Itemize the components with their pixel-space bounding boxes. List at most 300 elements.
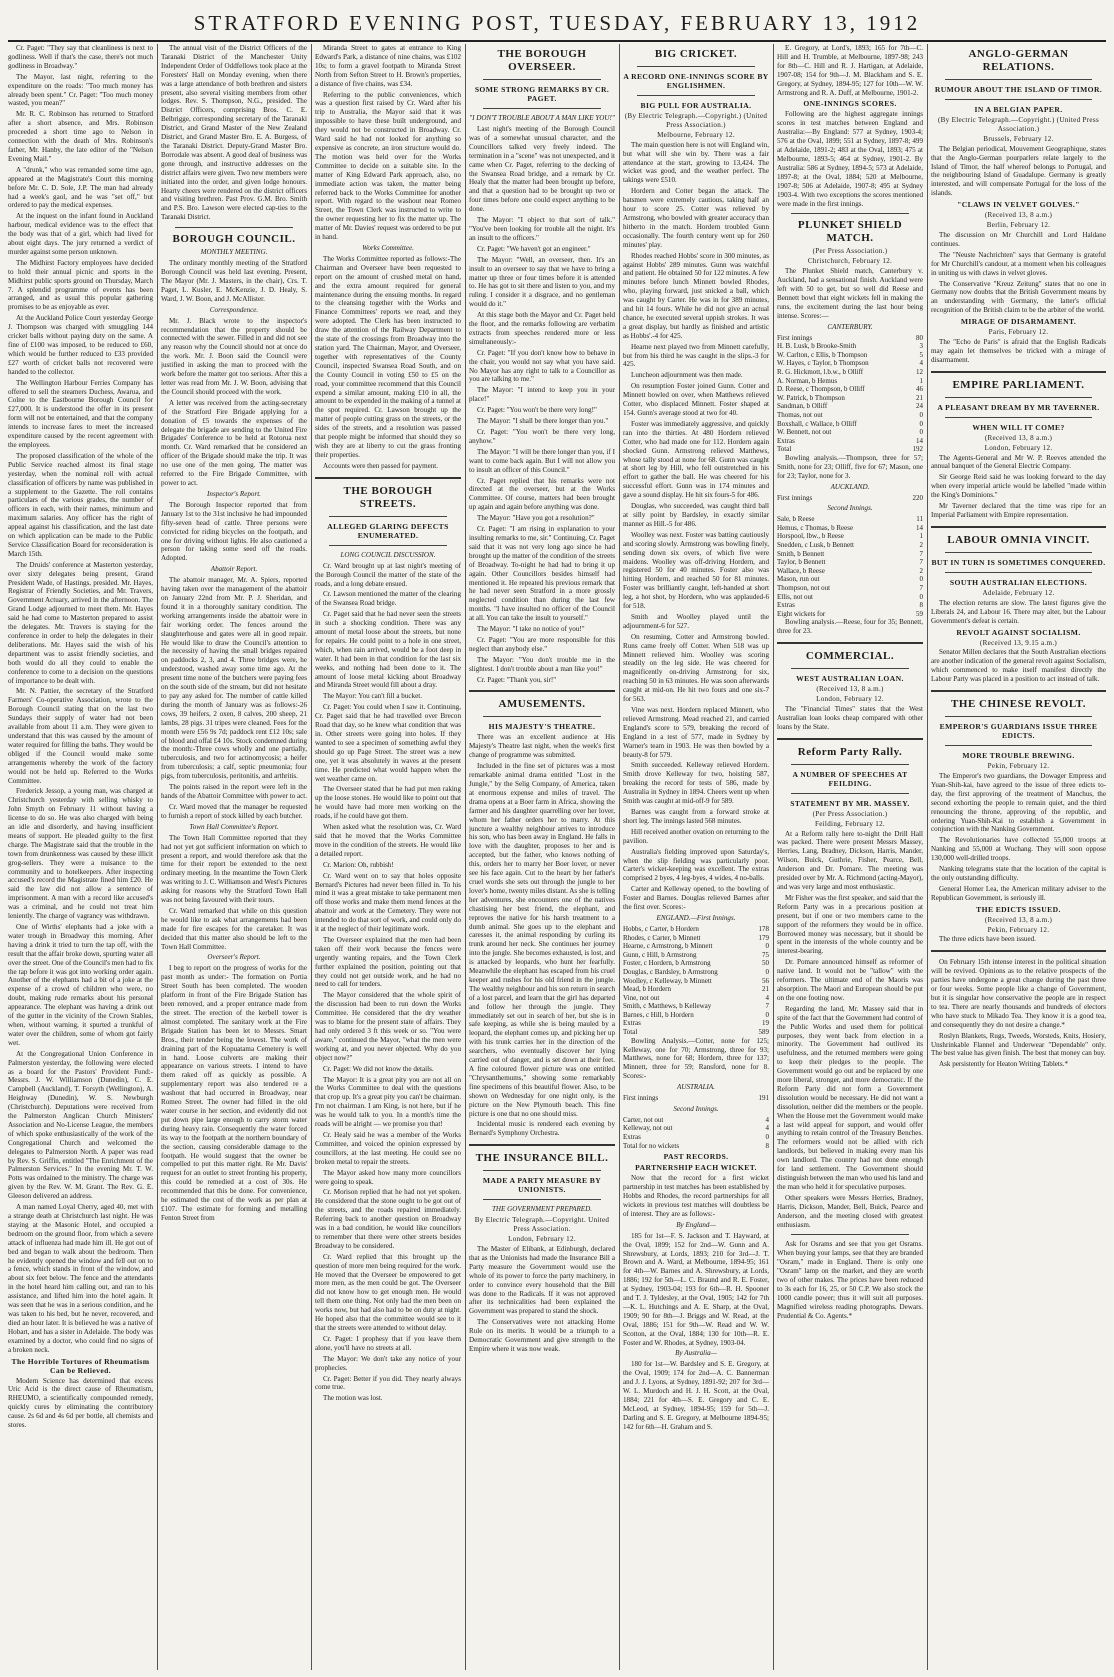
article-paragraph: Nanking telegrams state that the location of the capital is the only outstanding difficulty. [931,865,1106,882]
article-paragraph: On resuming, Cotter and Armstrong bowled. Runs came freely off Cotter. When 518 was up Minnett relieved him. Woolley was scoring steadily on the leg side. He was cheered for magnificently on-driving Armstrong for six, reaching 50 in 63 minutes. He was soon afterwards caught at mid-on. He hit two fours and one six-7 for 563. [623,632,769,704]
article-paragraph: On February 15th intense interest in the political situation will be revived. Opinions as to the relative prospects of the parties have undergone a great change during the past three or four weeks. Some people like a change of Government, but it is singular how conservative the people are in respect to tea. There are nearly thousands and hundreds of electors who have stuck to Mikado Tea. They know it is a good tea, and consequently they do not desire a change.* [931,958,1106,1029]
article-paragraph: At a Reform rally here to-night the Drill Hall was packed. There were present Messrs Massey, Herries, Lang, Bradney, Dickson, Harris, Mander, Wilson, Buick, Guthrie, Fisher, Pearce, Bell, Anderson and Dr. Pomare. The meeting was presided over by Mr. A. Richmond (acting-Mayor), and was very large and most enthusiastic. [777,829,923,891]
section-heading: LONG COUNCIL DISCUSSION. [340,550,436,559]
section-divider [931,690,1106,692]
score-runs: 5 [919,350,923,359]
score-line [777,385,923,394]
score-runs: 7 [919,584,923,593]
article-paragraph: Cr. Ward brought up at last night's meeting of the Borough Council the matter of the state of the roads, and a long debate ensued. [315,561,461,588]
article-paragraph: The Wellington Harbour Ferries Company has offered to sell the steamers Duchess, Awarua, and Colne to the Eastbourne Borough Council for £27,000. It is understood the offer in its present form will not be entertained, and that the company intends to increase fares to meet the increased expenditure caused by the recent agreement with the employees. [8,378,153,449]
section-divider [931,950,1106,952]
article-paragraph: Cr. Paget: "Thank you, sir!" [477,675,557,684]
article-paragraph: Cr. Lawson mentioned the matter of the clearing of the Swansea Road bridge. [315,590,461,608]
section-heading: Town Hall Committee's Report. [189,822,279,831]
section-heading: AUCKLAND. [830,482,870,491]
article-paragraph: The Mayor: It is a great pity you are not all on the Works Committee to deal with the questions that crop up. It's a great pity you can't be chairman. I'm not chairman. I am King, is not here, but if he was he would talk to you. In a month's time the roads will be alright — we promise you that! [315,1075,461,1129]
score-line [623,1094,769,1103]
score-entry: W. Bennett, not out [777,428,832,437]
article-paragraph: The Mayor: "Well, an overseer, then. It's an insult to an overseer to say that we have to bring a matter up three or four times before it is attended to. He has got to sit there and listen to you, and my ruling. I consider it a disgrace, and no gentleman would do it." [469,255,615,309]
divider-rule [483,716,601,717]
score-line [777,601,923,610]
article-paragraph: The Conservatives were not attacking Home Rule on its merits. It would be a triumph to a Democratic Government and give strength to the Empire where it was now weak. [469,1318,615,1353]
dateline: London, February 12. [508,1235,576,1244]
column-2 [161,44,307,1670]
article-headline: THE BOROUGH STREETS. [343,484,433,510]
article-paragraph: The Conservative "Kreuz Zeitung" states that no one in Germany now doubts that the British Government means by an understanding with Germany, the latter's official recognition of the British claim to be the arbiter of the world. [931,279,1106,315]
article-subheadline: A RECORD ONE-INNINGS SCORE BY ENGLISHMEN. [623,72,769,90]
article-subheadline: BIG PULL FOR AUSTRALIA. [640,101,752,110]
score-runs: 0 [919,419,923,428]
score-entry: W. Carlton, c Ellis, b Thompson [777,350,868,359]
dateline: (Received 13, 9.15 a.m.) [979,638,1058,647]
article-subheadline: BUT IN TURN IS SOMETIMES CONQUERED. [931,557,1106,567]
score-entry: Hobbs, c Carter, b Hordern [623,924,699,933]
score-entry: Total [777,445,792,454]
article-paragraph: Woolley was next. Foster was batting cautiously and scoring slowly. Armstrong was bowling finely, sending down six overs, of which five were maidens. Woolley was off-driving Hordern, and registered 50 for 40 minutes. Foster also was hitting Hordern, and reached 50 for 81 minutes. Foster was brilliantly caught, left-handed at short leg, a hot shot, by Hordern, who was applauded-6 for 518. [623,530,769,611]
article-paragraph: Cr. Ward remarked that while on this question he would like to ask what arrangements had been made for fire escapes for the caretaker. It was decided that this matter also should be left to the Town Hall Committee. [161,906,307,951]
article-subheadline: EMPEROR'S GUARDIANS ISSUE THREE EDICTS. [939,722,1098,741]
article-paragraph: Cr. Paget replied that his remarks were not directed at the overseer, but at the Works Committee. Of course, matters had been brought up again and again before anything was done. [469,476,615,512]
article-paragraph: The Mayor: "You don't trouble me in the slightest. I don't trouble about a man like you!" [469,655,615,673]
score-entry: Snedden, c Lusk, b Bennett [777,541,854,550]
dateline: (By Electric Telegraph.—Copyright.) (United Press Association.) [937,116,1100,133]
section-heading: THE GOVERNMENT PREPARED. [491,1205,593,1214]
score-runs: 21 [916,393,923,402]
article-paragraph: The Mayor, last night, referring to the expenditure on the roads: "Too much money has already been spent." Cr. Paget: "Too much money wasted, you mean?" [8,72,153,108]
article-paragraph: When asked what the resolution was, Cr. Ward said that he moved that the Works Committee move in the condition of the streets. He would like a detailed report. [315,823,461,858]
dateline: London, February 12. [984,443,1053,452]
score-line [777,515,923,524]
section-divider [931,526,1106,528]
article-paragraph: General Homer Lea, the American military adviser to the Republican Government, is seriously ill. [931,884,1106,902]
article-paragraph: The "Echo de Paris" is afraid that the English Radicals may again let themselves be tricked with a mirage of disarmament. [931,338,1106,364]
score-runs: 192 [912,445,923,454]
dateline: (Per Press Association.) [812,247,888,256]
article-paragraph: The Belgian periodical, Mouvement Geographique, states that the Anglo-German pourparlers relate largely to the Island of Timor, the half whereof belongs to Portugal, and the neighbouring Island of Guadalupe. Germany is greatly interested, and will compensate Portugal for the loss of the islands. [931,144,1106,198]
score-line [623,934,769,943]
article-subheadline: MIRAGE OF DISARMAMENT. [960,317,1077,327]
score-entry: Boxshall, c Wallace, b Olliff [777,419,857,428]
score-line [777,593,923,602]
score-entry: Taylor, b Bennett [777,558,826,567]
article-paragraph: Cr. Ward went on to say that holes opposite Bernard's Pictures had never been filled in. To his mind it was a great mistake to take permanent men off those works and make them mend fences at the abattoir and work at the Cemetery. They were not intended to do that sort of work, and could only do it at the neglect of their legitimate work. [315,871,461,934]
score-runs: 8 [765,1141,769,1150]
score-entry: Extras [777,601,795,610]
dateline: Adelaide, February 12. [982,588,1055,597]
column-4 [469,44,615,1670]
article-paragraph: I beg to report on the progress of works for the past month as under:- The formation on Portia Street South has been completed. The wooden platform in front of the Fire Brigade Station has been removed, and a proper entrance made from the street. The erection of the kerbell tower is almost completed. The sanitary work at the Fire Brigade Station has been let to Messrs. Smart Bros., their tender being the lowest. The work of draining part of the Kopuatama Cemetery is well in hand. Loose culverts are making their appearance on various streets. I intend to have them raked off as quickly as possible. A supplementary report was also tendered re a washout that had occurred in Broadway, near Romeo Street. The owner had filled in the old water course in her section, and evidently did not put down pipe large enough to carry storm water during heavy rain. Consequently the water forced its way to the footpath at the northern boundary of the section, causing considerable damage to the footpath. He would suggest that the owner be compelled to put this matter right. Re Mr. Davis' request for an outlet to street fronting his property, this could be remedied at a cost of 30s. He recommended that this be done. For convenience, he estimated the cost of the work as per plan at £107. The estimate for forming and metalling Fenton Street from [161,964,307,1222]
score-line [777,428,923,437]
section-heading: Inspector's Report. [207,489,261,498]
score-entry: Smith, b Bennett [777,549,825,558]
section-heading: "I DON'T TROUBLE ABOUT A MAN LIKE YOU!" [469,114,615,122]
article-paragraph: The Revolutionaries have collected 55,000 troops at Nanking and 55,000 at Wuchang. They will soon oppose 130,000 well-drilled troops. [931,836,1106,863]
score-entry: Vine, not out [623,993,660,1002]
article-paragraph: Cr. Paget said that he had never seen the streets in such a shocking condition. There was any amount of metal loose about the streets, but none for repairs. He could point to a hole in one street, which, when rain arrived, would be a foot deep in water. It had been in that condition for the last six weeks, and nothing had been done to it. The amount of loose metal kicking about Broadway and Miranda Street would fill about a dray. [315,610,461,690]
score-entry: Extras [623,1132,641,1141]
score-line [777,541,923,550]
score-entry: A. Norman, b Hemus [777,376,838,385]
article-paragraph: Mr. N. Pattier, the secretary of the Stratford Farmers' Co-operative Association, wrote to the Borough Council stating that on the last two Sundays their supply of water had not been available from about 11 a.m. They were given to understand that this was caused by the amount of water required for filling the baths. They would be obliged if the Council would make some arrangements whereby the work of the factory would not be held up. Referred to the Works Committee. [8,687,153,785]
article-paragraph: Barnes was caught from a forward stroke at short leg. The innings lasted 568 minutes. [623,807,769,825]
score-entry: Rhodes, c Carter, b Minnett [623,933,701,942]
score-entry: First innings [777,493,813,502]
score-line [777,394,923,403]
column-rule [311,44,312,1670]
article-paragraph: Sir George Reid said he was looking forward to the day when every imperial article would be labelled "made within the King's Dominions." [931,473,1106,500]
score-runs: 12 [916,368,923,377]
divider-rule [329,516,447,517]
article-paragraph: Bowling analysis.—Thompson, three for 57; Smith, none for 23; Olliff, five for 67; Mason, one for 23; Taylor, none for 3. [777,453,923,480]
article-subheadline: HIS MAJESTY'S THEATRE. [488,722,596,732]
article-paragraph: A letter was received from the acting-secretary of the Stratford Fire Brigade applying for a donation of £5 towards the expenses of the delegate the brigade are sending to the United Fire Brigades' Conference to be held at Rotorua next month. Cr. Ward remarked that he considered an officer of the Brigade should make the trip. It was no use one of the men going. The matter was referred to the Fire Brigade Committee, with power to act. [161,398,307,487]
article-paragraph: The Mayor: "I will be there longer than you, if I want to come back again. But I will not allow you to insult an officer of this Council." [469,447,615,474]
article-paragraph: Cr. Paget: "You won't be there very long, anyhow." [469,428,615,445]
article-paragraph: Smith and Woolley played until the adjournment-6 for 527. [623,612,769,630]
score-entry: W. Hayes, c Taylor, b Thompson [777,359,869,368]
score-runs: 19 [762,1019,769,1028]
article-paragraph: Smith succeeded. Kelleway relieved Hordern. Smith drove Kelleway for two, hoisting 587, breaking the record for tests of 586, made by Australia in Sydney in 1894. Cheers went up when Smith was caught at mid-off-9 for 589. [623,761,769,806]
article-paragraph: Modern Science has determined that excess Uric Acid is the direct cause of Rheumatism, RHEUMO, a scientifically compounded remedy, quickly cures by eliminating the contributory cause. 2s 6d and 4s 6d per bottle, all chemists and stores. [8,1376,153,1430]
article-paragraph: The election returns are slow. The latest figures give the Liberals 24, and Labour 16. There may alter, but the Labour Government's defeat is certain. [931,598,1106,625]
score-entry: Gunn, c Hill, b Armstrong [623,950,697,959]
article-paragraph: Other speakers were Messrs Herries, Bradney, Harris, Dickson, Mander, Bell, Buick, Pearce and Anderson, and the meeting closed with greatest enthusiasm. [777,1193,923,1229]
article-paragraph: Now that the record for a first wicket partnership in test matches has been established by Hobbs and Rhodes, the record partnerships for all wickets in previous test matches will doubtless be of interest. They are as follows:- [623,1174,769,1218]
divider-rule [329,545,447,546]
score-line [777,359,923,368]
score-line [623,925,769,934]
score-line [777,524,923,533]
article-subheadline: WHEN WILL IT COME? [972,422,1065,432]
score-line [777,575,923,584]
score-line [777,567,923,576]
article-paragraph: Roslyn Blankets, Rugs, Tweeds, Worsteds, Knits, Hosiery, Unshrinkable Flannel and Underwear "Dependable" only. The best value has given finish. The best that money can buy. [931,1031,1106,1058]
article-subheadline: "CLAWS IN VELVET GOLVES." [957,200,1080,210]
section-heading: By England— [676,1220,716,1229]
article-paragraph: On resumption Foster joined Gunn. Cotter and Minnett bowled on over, when Matthews relieved Cotter, who displaced Minnett. Foster shaped at 154. Gunn's average stood at two for 40. [623,382,769,417]
score-runs: 11 [916,515,923,524]
score-line [623,1133,769,1142]
article-paragraph: The Plunket Shield match, Canterbury v. Auckland, had a sensational finish. Auckland were left with 50 to get, but so well did Reese and Bennett bowl that eight wickets fell in making the runs, the excitement during the last hour being intense. Scores:— [777,267,923,320]
article-paragraph: Hill received another ovation on returning to the pavilion. [623,827,769,845]
score-runs: 2 [919,566,923,575]
score-entry: Ellis, not out [777,592,813,601]
score-entry: Horspool, lbw., b Reese [777,532,844,541]
score-runs: 178 [758,924,769,933]
score-entry: Barnes, c Hill, b Hordern [623,1010,694,1019]
article-paragraph: The Agents-General and Mr W. P. Reeves attended the annual banquet of the General Electric Company. [931,453,1106,471]
score-entry: Hearne, c Armstrong, b Minnett [623,942,713,951]
article-paragraph: The annual visit of the District Officers of the Taranaki District of the Manchester Unity Independent Order of Oddfellows took place at the Foresters' Hall on Monday evening, when there was a large attendance of both brethren and sisters present, also several visiting members from other lodges. Rev. S. Thompson, N.G., presided. The District Officers, comprising Bros. C. E. Belbrigge, corresponding secretary of the Taranaki District, and Grand Master of the New Zealand District, and Grand Master Bro. E. A. Burgess, of the Taranaki District. Deputy-Grand Master Bro. Borrodale was absent. A good deal of business was gone through, and instructive addresses on the district affairs were given. Two new members were initiated into the order, and given lodge honours. Hearty cheers were rendered on the district officers and visiting brethren. Past Prov. G.M. Bro. Smith and P.S. Bro. Lawson were elected cap-ties to the Taranaki District. [161,44,307,222]
score-runs: 50 [762,959,769,968]
dateline: Berlin, February 12. [986,221,1051,230]
score-line [777,532,923,541]
article-paragraph: Mr. R. C. Robinson has returned to Stratford after a short absence, and Mrs. Robinson proceeded a short time ago to Nelson in connection with the death of Mrs. Robinson's father, Mr. Hanby, the late editor of the "Nelson Evening Mail." [8,110,153,163]
score-entry: Thomas, not out [777,411,823,419]
dateline: (By Electric Telegraph.—Copyright.) (United Press Association.) [624,112,768,129]
article-headline: COMMERCIAL. [805,650,895,663]
article-paragraph: Carter and Kelleway opened, to the bowling of Foster and Barnes. Douglas relieved Barnes after the first over. Scores:- [623,885,769,912]
article-paragraph: The Works Committee reported as follows:-The Chairman and Overseer have been requested to report on the amount of crushed metal on hand, and the extra amount required for general maintenance during the ensuing months. In regard to the cleansing together with the Works and Finance Committees' reports we read, and they were adopted. The Clerk has been instructed to draw the attention of the Railway Department to the state of the crossings from Broadway into the station yard. The Chairman, Mayor, and Overseer, together with representatives of the County Council, inspected Swansea Road South, and on the County Council in voting £50 to £5 on the road, your committee recommend that this Council expend a similar amount, making £10 in all, the amount to be expended in the making of a tunnel at the spot required. Cr. Lawson brought up the matter of people cutting grass on the streets, or the sides of the streets, and a resolution was passed that people might be informed that should they so wish they are at liberty to cut the grass fronting their properties. [315,254,461,459]
score-runs: 4 [765,1124,769,1133]
score-runs: 7 [919,558,923,567]
score-runs: 179 [758,933,769,942]
article-paragraph: E. Gregory, at Lord's, 1893; 165 for 7th—C. Hill and H. Trumble, at Melbourne, 1897-98; 243 for 8th—C. Hill and R. J. Hartigan, at Adelaide, 1907-08; 154 for 9th—J. M. Blackham and S. E. Gregory, at Sydney, 1894-95; 127 for 10th—W. W. Armstrong and R. A. Duff, at Melbourne, 1901-2. [777,44,923,97]
score-runs: 75 [762,950,769,959]
column-rule [773,44,774,1670]
article-paragraph: Cr. Paget: "If you don't know how to behave in the chair, you would not say what you have said. No Mayor has any right to talk to a Councillor as you are talking to me." [469,348,615,384]
article-paragraph: The Overseer stated that he had put men raking up the loose stones. He would like to point out that he would have had more men working on the roads, if he could have got them. [315,785,461,821]
article-paragraph: The Overseer explained that the men had been taken off their work because the fences were urgently wanting repairs, and the Town Clerk further explained the position, pointing out that they could not get outside work, and he had no need to call for tenders. [315,935,461,989]
article-subheadline: MADE A PARTY MEASURE BY UNIONISTS. [482,1176,602,1195]
article-paragraph: Last night's meeting of the Borough Council was of a somewhat unusual character, and the Councillors talked very freely indeed. The termination in a "scene" was not unexpected, and it came when Cr. Paget, referring to the decking of the Swansea Road bridge, and a remark by Cr. Healy that the matter had been brought up before, and that a question had to be brought up two or four times before one could expect anything to be done. [469,125,615,214]
article-paragraph: Incidental music is rendered each evening by Bernard's Symphony Orchestra. [469,1120,615,1138]
column-rule [157,44,158,1670]
section-divider [777,642,923,644]
score-runs: 0 [919,428,923,437]
score-entry: W. Patrick, b Thompson [777,393,845,402]
divider-rule [791,213,909,214]
article-paragraph: 185 for 1st—F. S. Jackson and T. Hayward, at the Oval, 1899; 152 for 2nd—W. Gunn and A. Shrewsbury, at Lords, 1893; 210 for 3rd—J. T. Brown and A. Ward, at Melbourne, 1894-95; 161 for 4th—W. Barnes and A. Shrewsbury, at Lords, 1886; 192 for 5th—L. C. Braund and R. E. Foster, at Sydney, 1903-04; 193 for 6th—R. H. Spooner and T. J. Tyldesley, at the Oval, 1905; 142 for 7th—K. L. Hutchings and A. E. Sharp, at the Oval, 1909; 90 for 8th—J. Briggs and W. Read, at the Oval, 1886; 151 for 9th—W. Read and W. W. Scotton, at the Oval, 1884; 130 for 10th—R. E. Foster and W. Rhodes, at Sydney, 1903-04. [623,1231,769,1347]
score-entry: Eight wickets for [777,609,826,618]
score-runs: 220 [912,493,923,502]
article-paragraph: Mr Fisher was the first speaker, and said that the Reform Party was in a precarious position at present, but if one or two members came to the support of the reformers they would be in office. Borrowed money was necessary, but it should be spent in the interests of the whole country and be interest-bearing. [777,893,923,956]
article-paragraph: Cr. Marion: Oh, rubbish! [323,860,394,869]
column-6 [777,44,923,1670]
article-paragraph: Cr. Ward moved that the manager be requested to furnish a report of stock killed by each butcher. [161,802,307,820]
score-line [777,610,923,619]
score-line [777,411,923,420]
dateline: (Received 13, 8 a.m.) [984,433,1053,442]
article-paragraph: Cr. Paget: "They say that cleanliness is next to godliness. Well if that's the case, there's not much godliness in Broadway." [8,44,153,70]
article-paragraph: The Mayor: "Have you got a resolution?" [477,514,595,523]
article-paragraph: Luncheon adjournment was then made. [631,371,743,380]
score-entry: D. Reese, c Thompson, b Olliff [777,385,865,394]
score-line [623,942,769,951]
article-subheadline: WEST AUSTRALIAN LOAN. [796,674,904,684]
column-rule [927,44,928,1670]
score-entry: H. B. Lusk, b Brooke-Smith [777,342,857,351]
column-5 [623,44,769,1670]
article-subheadline: PAST RECORDS. [663,1152,729,1162]
article-paragraph: There was an excellent audience at His Majesty's Theatre last night, when the week's first change of programme was submitted. [469,733,615,760]
article-paragraph: The Mayor: "I shall be there longer than you." [477,417,609,426]
score-runs: 0 [765,1010,769,1019]
divider-rule [791,764,909,765]
article-paragraph: The Town Hall Committee reported that they had not yet got sufficient information on which to present a report, and would therefore ask that the time for their report be extended to the next ordinary meeting. In the meantime the Town Clerk was writing to J. C. Williamson and West's Pictures asking for reasons why the Stratford Town Hall was not being favoured with their tours. [161,833,307,905]
score-runs: 14 [916,523,923,532]
section-divider [469,690,615,692]
section-divider [777,738,923,740]
article-paragraph: The proposed classification of the whole of the Public Service reached almost its final stage yesterday, when the nominal roll with actual classification of officers by name was published in a supplement to the Gazette. The roll contains particulars of the various grades, the number of officers in each, with their names, minimum and maximum salaries. Any officer has the right of appeal against his classification, and the last date on which application can be made to the Public Service Classification Board for reconsideration is March 15th. [8,451,153,558]
score-entry: First innings [777,333,813,342]
score-line [777,351,923,360]
score-runs: 0 [765,967,769,976]
article-subheadline: RUMOUR ABOUT THE ISLAND OF TIMOR. [934,85,1103,94]
dateline: Pekin, February 12. [987,762,1050,771]
score-runs: 4 [765,993,769,1002]
score-entry: Foster, c Hordern, b Armstrong [623,959,711,968]
score-runs: 191 [758,1094,769,1103]
score-runs: 7 [765,1002,769,1011]
article-paragraph: The Mayor asked how many more councillors were going to speak. [315,1168,461,1186]
article-paragraph: The main question here is not will England win, but what will she win by. There was a fair attendance at the start, growing to 13,424. The wicket was good, and the weather perfect. The takings were £510. [623,140,769,185]
divider-rule [791,793,909,794]
article-headline: THE INSURANCE BILL. [475,1152,609,1165]
article-paragraph: Ask persistently for Heaton Writing Tablets.* [939,1060,1068,1069]
score-runs: 0 [765,1132,769,1141]
score-runs: 0 [919,592,923,601]
article-subheadline: REVOLT AGAINST SOCIALISM. [956,627,1081,637]
article-subheadline: PARTNERSHIP EACH WICKET. [635,1163,757,1173]
article-paragraph: A "drunk," who was remanded some time ago, appeared at the Magistrate's Court this morning before Mr. C. D. Sole, J.P. The man had already had a week's gaol, and he was "set off," but ordered to pay the medical expenses. [8,165,153,210]
article-paragraph: Bowling analysis.—Reese, four for 35; Bennett, three for 23. [777,618,923,636]
article-paragraph: Cr. Morison replied that he had not yet spoken. He considered that the stone ought to be got out of the streets, and the roads repaired immediately. Referring back to another question on Broadway was in a bad condition, he would like councillors to remember that there were other streets besides Broadway to be considered. [315,1188,461,1250]
article-paragraph: Accounts were then passed for payment. [323,461,439,470]
section-divider [931,371,1106,373]
article-paragraph: Cr. Healy said he was a member of the Works Committee, and voiced the opinion expressed by councillors, at the last meeting. He could see no broken metal to repair the streets. [315,1130,461,1166]
section-heading: MONTHLY MEETING. [200,248,268,257]
article-headline: BOROUGH COUNCIL. [172,233,296,246]
dateline: London, February 12. [816,695,884,704]
section-heading: Correspondence. [209,305,259,314]
divider-rule [945,79,1092,80]
article-paragraph: Douglas, who succeeded, was caught third ball at silly point by Bardsley, in exactly similar manner as Hill.-5 for 486. [623,502,769,528]
article-subheadline: A NUMBER OF SPEECHES AT FEILDING. [792,769,908,788]
divider-rule [637,95,755,96]
article-paragraph: Cr. Paget: "I am rising in explanation to your insulting remarks to me, sir." Continuing, Cr. Paget said that it was not very long ago since he had brought up the matter of the condition of the streets of Broadway. To-night he had had to bring it up again. Other Councillors besides himself had mentioned it. He repeated his previous remark that he had never seen Stratford in a more grossly neglected condition than during the last few months. "I have insulted no officer of the Council at all. You can take the insult to yourself." [469,525,615,623]
divider-rule [791,668,909,669]
score-line [777,437,923,446]
article-paragraph: Cr. Paget: "We haven't got an engineer." [477,244,591,253]
article-paragraph: Bowling Analysis.—Cotter, none for 125; Kelleway, one for 70; Armstrong, three for 93; Matthews, none for 68; Hordern, three for 137; Minnett, three for 59; Ransford, none for 8. Scores:- [623,1036,769,1081]
article-paragraph: Dr. Pomare announced himself as reformer of native land. It would not be "tallow" with the reformers. The ultimate end of the Maoris was absorption. The Maori and European should be put on the one footing now. [777,958,923,1002]
article-headline: LABOUR OMNIA VINCIT. [947,533,1090,546]
dateline: Pekin, February 12. [987,925,1050,934]
article-subheadline: ONE-INNINGS SCORES. [803,99,897,109]
score-line [623,1116,769,1125]
score-entry: Mead, b Hordern [623,985,672,994]
score-line [777,494,923,503]
score-line [623,977,769,986]
score-runs: 0 [765,942,769,951]
score-entry: Smith, c Matthews, b Kelleway [623,1002,712,1011]
article-paragraph: Vine was next. Hordern replaced Minnett, who relieved Armstrong. Mead reached 21, and carried England's score to 579, breaking the record of England in a test of 577, made in Sydney by Warner's team in 1903. He was then bowled by a beauty-8 for 579. [623,706,769,759]
dateline: Paris, February 12. [988,328,1049,337]
divider-rule [483,79,601,80]
article-headline: THE CHINESE REVOLT. [951,698,1086,711]
score-runs: 8 [919,601,923,610]
article-paragraph: The Emperor's two guardians, the Dowager Empress and Yuan-Shih-kai, have agreed to the issue of three edicts to-day, the first approving of the treatment of Manchus, the second exhorting the people to remain quiet, and the third renouncing the throne, approving of the republic, and ordering Yuan-Shih-Kai to establish a Government in conjunction with the Nanking Government. [931,771,1106,834]
article-subheadline: THE EDICTS ISSUED. [976,904,1061,914]
article-subheadline: MORE TROUBLE BREWING. [962,751,1075,761]
section-divider [315,477,461,479]
divider-rule [945,572,1092,573]
article-headline: THE BOROUGH OVERSEER. [497,48,587,73]
article-paragraph: At the Auckland Police Court yesterday George J. Thompson was charged with smuggling 144 cricket balls without paying duty on the same. A fine of £100 was imposed, to be reduced to £60, which would be further reduced to £33 provided £27 worth of cricket balls not recovered were handed to the collector. [8,314,153,376]
article-paragraph: The Borough Inspector reported that from January 1st to the 31st inclusive he had impounded fifty-seven head of cattle. Three persons were convicted for riding bicycles on the footpath, and one for driving without lights. He also cautioned a person for taking some seed off the roads. Adopted. [161,500,307,563]
score-line [777,558,923,567]
article-paragraph: Ask for Osrams and see that you get Osrams. When buying your lamps, see that they are branded "Osram," made in England. There is only one "Osram" lamp on the market, and they are worth two of other makes. The prices have been reduced to 3s each for 16, 25, or 50 C.P. We also stock the 1000 candle power; thus it will suit all purposes. Magnified wireless reading photographs. Dewars. Prudential & Co. Agents.* [777,1240,923,1320]
column-3 [315,44,461,1670]
score-runs: 46 [916,385,923,394]
divider-rule [483,108,601,109]
score-runs: 1 [919,376,923,385]
article-paragraph: The Druids' conference at Masterton yesterday, over sixty delegates being present, Grand President Wade, of Hastings, presided. Mr. Hayes, Registrar of Friendly Societies, and Mr. Travers, Government Actuary, arrived in the afternoon. The Grand Lodge adjourned to meet them. Mr. Hayes said he had come to Masterton prepared to assist the delegates. Mr. Travers is staying for the conference in order to help the delegates in their deliberations. Mr. Hayes said the wish of his department was to assist friendly societies, and both would do all they could to enable the conference to come to a decision on the questions of importance to be dealt with. [8,560,153,685]
article-headline: BIG CRICKET. [654,48,738,60]
score-entry: R. G. Hickmott, l.b.w., b Olliff [777,368,864,377]
dateline: Christchurch, February 12. [807,257,893,266]
score-runs: 24 [916,402,923,411]
article-paragraph: The discussion on Mr Churchill and Lord Haldane continues. [931,230,1106,248]
article-paragraph: Cr. Paget: "You are more responsible for this neglect than anybody else." [469,635,615,653]
score-entry: Thompson, not out [777,584,831,593]
article-paragraph: The abattoir manager, Mr. A. Spiers, reported having taken over the management of the abattoir on January 22nd from Mr. P. J. Sheridan, and found it in a thoroughly sanitary condition. The working arrangements inside the abattoir were in fair working order. The fences around the slaughterhouse and gates were all in good repair. He would like to draw the Council's attention to the necessity of having the small bridges repaired on paddocks 2, 3, and 4. Three bridges were, he understood, washed away some time ago. At the present time none of the butchers were paying fees on the south side of the stream, but did not hesitate to pay any asked for. The number of cattle killed during the month of January was as follows:-26 cows, 39 heifers, 2 oxen, 8 calves, 200 sheep, 21 lambs, 28 pigs. 31 tripes were cleaned. Fees for the month were £56 9s 7d; paddock rent £12 10s; sale of blood and offal £4 10s. Stock condemned during the month:-Three cows wholly and one partially, tuberculosis, and two for actinomycosis; a heifer from tuberculosis; a calf, septic pneumonia; four pigs, from tuberculosis, peritonitis, and arthritis. [161,576,307,781]
article-paragraph: At this stage both the Mayor and Cr. Paget held the floor, and the remarks following are verbatim extracts from speeches rendered more or less simultaneously:- [469,311,615,346]
article-subheadline: IN A BELGIAN PAPER. [974,105,1063,114]
column-rule [465,44,466,1670]
article-paragraph: Foster was immediately aggressive, and quickly ran into the thirties. At 480 Hordern relieved Cotter, who had made one for 112. Hordern again shocked Gunn. Armstrong relieved Matthews, whose tally stood at none for 68. Gunn was caught at short leg by Hill, who fell outstretched in his effort to gather the ball. He was cheered for his successful effort. Gunn was in 174 minutes and gave a sound display. He hit six fours-5 for 486. [623,419,769,500]
score-entry: Sale, b Reese [777,515,815,524]
divider-rule [791,1234,909,1235]
article-paragraph: Hearne next played two from Minnett carefully, but from his third he was caught in the slips.-3 for 425. [623,342,769,369]
column-1 [8,44,153,1670]
article-paragraph: The "Financial Times" states that the West Australian loan looks cheap compared with other loans by the State. [777,705,923,731]
section-heading: Second Innings. [673,1104,719,1113]
article-paragraph: The Mayor: You can't fill a bucket. [323,692,422,701]
article-paragraph: Cr. Paget: "You won't be there very long!" [477,406,597,415]
score-entry: Sandman, b Olliff [777,402,828,411]
score-entry: Douglas, c Bardsley, b Armstrong [623,967,718,976]
article-subheadline: SOUTH AUSTRALIAN ELECTIONS. [949,577,1088,587]
article-paragraph: Frederick Jessop, a young man, was charged at Christchurch yesterday with selling whisky to John Smyth on February 11 without having a license to do so. He was also charged with being an idle and disorderly, and having insufficient means of support. He pleaded guilty to the first charge. The Magistrate said that the trouble in the town from drunkenness was caused by these illicit grog-sellers. They were a nuisance to the community and to hotelkeepers. After inspecting accused's record the Magistrate fined him £20. He said the law did not allow a sentence of imprisonment. A man with a record like accused's was a criminal, and he could not treat him leniently. The charge of vagrancy was withdrawn. [8,787,153,921]
score-line [777,420,923,429]
article-paragraph: The Mayor: "I object to that sort of talk." "You've been looking for trouble all the night. It's an insult to the officers." [469,216,615,242]
article-paragraph: Regarding the land, Mr. Massey said that in spite of the fact that the Government had control of the Public Works and used them for political purposes, they went back from election in a minority. The Government had outlived its usefulness, and the returned members were going to keep their pledges to the people. The Government would go out and be replaced by one more liberal, stronger, and more democratic. If the Reform Party did not form a Government dissolution would be necessary. He did not want a dissolution, neither did the members or the people. When the House met the Government would make a last wild appeal for support, and would offer anything to retain control of the Treasury Benches. The reformers would not be allied with rich landlords, but believed in making every man his own landlord. The country had not done enough for land settlement. The Government should distinguish between the man who used his land and the man who held it for speculative purposes. [777,1004,923,1191]
article-paragraph: Hordern and Cotter began the attack. The batsmen were extremely cautious, taking half an hour to score 25. Cotter was relieved by Armstrong, who bowled with greater accuracy than hitherto in the match. Hordern troubled Gunn occasionally. The fourth century went up for 260 minutes' play. [623,187,769,249]
score-entry: Kelleway, not out [623,1124,673,1133]
article-paragraph: Rhodes reached Hobbs' score in 300 minutes, as against Hobbs' 289 minutes. Gunn was watchful and patient. He obtained 50 for 122 minutes. A few minutes before lunch Minnett bowled Rhodes, who, playing forward, just snicked a ball, which was caught by Carter. He was in for 389 minutes, and hit 14 fours. While he did not give an actual chance, he executed several uppish strokes. It was a great display, but hardly as finished and artistic as Hobbs'.-4 for 425. [623,251,769,340]
score-entry: First innings [623,1094,659,1103]
article-paragraph: Cr. Paget: Better if you did. They nearly always come true. [315,1374,461,1392]
article-paragraph: The motion was lost. [323,1394,383,1403]
article-paragraph: A man named Loyal Cherry, aged 40, met with a strange death at Christchurch last night. He was staying at the Masonic Hotel, and occupied a bedroom on the ground floor, from which a severe attack of influenza had made him ill. He got out of bed and began to walk about the bedroom. Then he evidently opened the window and fell out on to a fence, which stands in front of the window, and about six feet below. The fence and the attendants in the hotel heard him calling out, and ran to his assistance, and lifted him into the hotel again. It was seen that he was in a serious condition, and he was taken to his bed, but he never, recovered, and died an hour later. It is believed he was a native of Hobart, and has a sister in Adelaide. The body was examined by a doctor, who could find no signs of a broken neck. [8,1203,153,1354]
article-paragraph: Following are the highest aggregate innings scores in test matches between England and Australia:—By England: 577 at Sydney, 1903-4; 576 at the Oval, 1899; 551 at Sydney, 1897-8; 499 at Adelaide, 1891-2; 483 at the Oval, 1893; 475 at Melbourne, 1893-5; 464 at Sydney, 1901-2. By Australia: 586 at Sydney, 1894-5; 573 at Adelaide, 1897-8; at the Oval, 1884; 520 at Melbourne, 1907-8; 506 at Adelaide, 1907-8; 495 at Sydney 1903-4. With two exceptions the scores mentioned were made in the first innings. [777,110,923,208]
article-paragraph: Mr. J. Black wrote to the inspector's recommendation that the property should be connected with the sewer. Filled in and did not see any reason why the Council should not at once do the work. Mr. J. Boon said the Council were justified in asking the man to proceed with the work before the matter got too serious. After this a letter was read from Mr. J. W. Boon, advising that the Council should proceed with the work. [161,316,307,396]
score-line [623,1019,769,1028]
article-paragraph: The Mayor: "I take no notice of you!" [477,625,585,634]
article-paragraph: The Master of Elibank, at Edinburgh, declared that as the Unionists had made the Insurance Bill a Party measure the Government would use the whole of its power to force the party machinery, in order to convince every household that the Bill was done to the Radicals. If it was not approved after its technicalities had been explained the Government was prepared to stand the shock. [469,1244,615,1316]
article-headline: Reform Party Rally. [797,745,903,758]
score-line [623,994,769,1003]
article-paragraph: The ordinary monthly meeting of the Stratford Borough Council was held last evening. Present, The Mayor (Mr. J. Masters, in the chair), Crs. T. Paget, L. Kusler, E. McKenzie, J. D. Healy, S. Ward, J. W. Boon, and J. McAllister. [161,259,307,303]
score-line [623,959,769,968]
score-entry: Total for no wickets [623,1141,680,1150]
section-heading: Abattoir Report. [210,565,258,574]
divider-rule [945,716,1092,717]
article-paragraph: Mr Taverner declared that the time was ripe for an Imperial Parliament with Empire representation. [931,502,1106,519]
score-runs: 4 [919,359,923,368]
article-paragraph: Referring to the public conveniences, which was a question first raised by Cr. Ward after his trip to Australia, the Mayor said that it was impossible to have these built underground, and they would not be constructed in Broadway. Cr. Ward said he had not looked for anything so expensive as concrete, an iron structure would do. The motion was held over for the Works Committee to decide on a suitable site. In the matter of King Edward Park approach, also, no immediate action was taken, the matter being referred back to the Works Committee for another report. With regard to the washout near Romeo Street, the Town Clerk was instructed to write to the owner requesting her to fix the matter up. The matter of Mr. Davies' request was ordered to be put in hand. [315,90,461,242]
article-paragraph: Miranda Street to gates at entrance to King Edward's Park, a distance of nine chains, was £102 10s; to form a gravel footpath to Miranda Street North from Sefton Street to H. Brown's properties, a distance of five chains, was £34. [315,44,461,88]
article-subheadline: A PLEASANT DREAM BY MR TAVERNER. [937,402,1100,412]
article-subheadline: STATEMENT BY MR. MASSEY. [790,798,910,808]
score-line [623,951,769,960]
dateline: (Received 13, 8 a.m.) [816,685,884,694]
score-line [777,402,923,411]
article-paragraph: Included in the fine set of pictures was a most remarkable animal drama entitled "Lost in the Jungle," by the Selig Company, of America, taken at enormous expense and miles of travel. The drama opens at a Boer farm in Africa, showing the farmer and his daughter quarrelling over her lover, whom her father orders her to marry. At this juncture a wealthy neighbour arrives to introduce his son, who has been away in England. He falls in love with the daughter, proposes to her and is accepted, but the father, who knows nothing of this, orders her to marry her Boer lover, or never see his face again. Cut to the heart by her father's cruel words she sets out through the jungle to her lover's home, twenty miles distant. As she is telling her adventures, she encounters one of the natives chastising her best friend, the elephant, and reproves the native for his harsh treatment to a dumb animal. She goes up to the elephant and caresses it, the animal responding by curling its trunk around her neck. She continues her journey into the jungle. She becomes exhausted, is lost, and is attacked by leopards, who hunt her fearfully. Meanwhile the elephant has escaped from his cruel keeper and rushes for his old friend in the jungle. The wealthy neighbour and his son return in search of a lost parcel, and learn that the girl has departed and follow her through the jungle. They immediately set out in search of her, but she is in safe keeping, as while she is being mauled by a leopard, the elephant comes up, and picking her up with his trunk carries her in the direction of the searchers, who eventually discover her lying carried out of danger, and is set down at their feet. A fine coloured flower picture was one entitled "Chrysanthemums," showing some remarkably fine specimens of this beautiful flower. Also, to be shown on Wednesday for one night only, is the picture on the New Plymouth beach. This fine picture is one that no one should miss. [469,762,615,1118]
score-runs: 3 [919,342,923,351]
